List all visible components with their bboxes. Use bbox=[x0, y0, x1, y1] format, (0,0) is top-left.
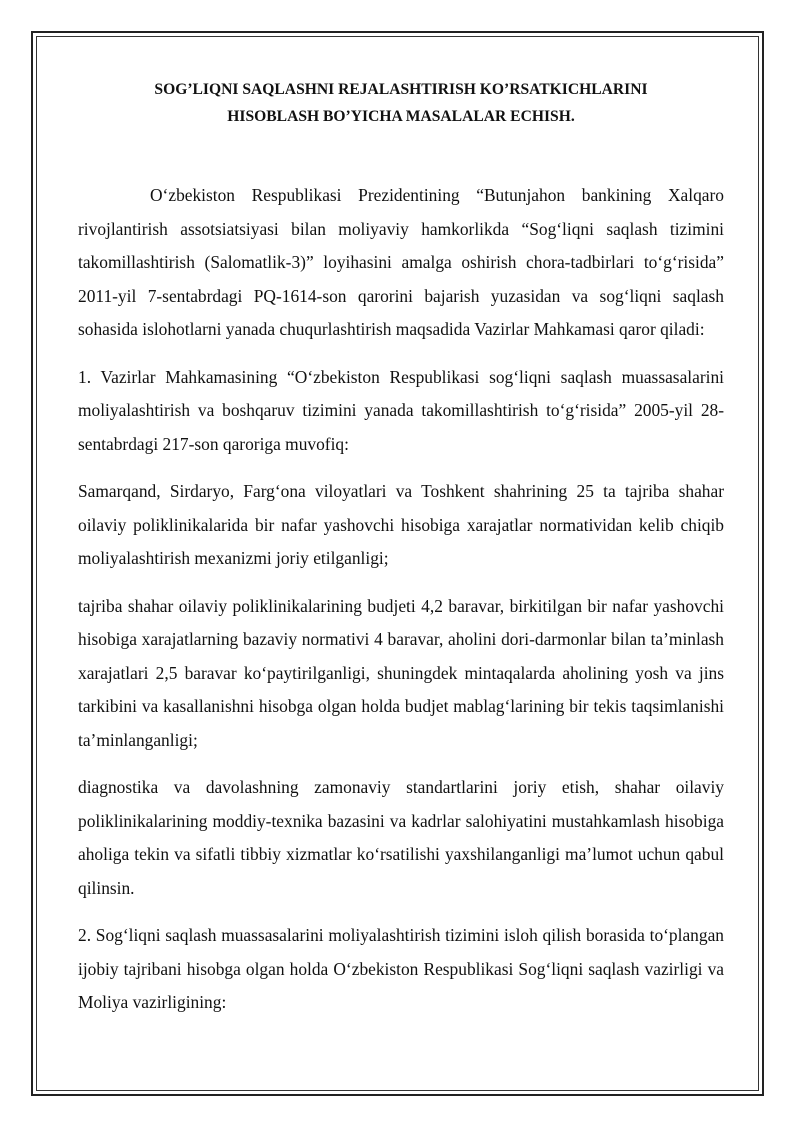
title-line-2: HISOBLASH BO’YICHA MASALALAR ECHISH. bbox=[227, 108, 575, 125]
document-title bbox=[78, 76, 724, 130]
paragraph-pilot-regions: Samarqand, Sirdaryo, Farg‘ona viloyatlari va Toshkent shahrining 25 ta tajriba shahar oilaviy poliklinikalarida bir nafar yashovchi hisobiga xarajatlar normatividan kelib chiqib moliyalashtirish mexanizmi joriy etilganligi; bbox=[78, 481, 724, 568]
paragraph-preamble: O‘zbekiston Respublikasi Prezidentining “Butunjahon bankining Xalqaro rivojlantirish assotsiatsiyasi bilan moliyaviy hamkorlikda “Sog‘liqni saqlash tizimini takomillashtirish (Salomatlik-3)” loyihasini amalga oshirish chora-tadbirlari to‘g‘risida” 2011-yil 7-sentabrdagi PQ-1614-son qarorini bajarish yuzasidan va sog‘liqni saqlash sohasida islohotlarni yanada chuqurlashtirish maqsadida Vazirlar Mahkamasi qaror qiladi: bbox=[78, 185, 724, 339]
paragraph-diagnostics: diagnostika va davolashning zamonaviy standartlarini joriy etish, shahar oilaviy poliklinikalarining moddiy-texnika bazasini va kadrlar salohiyatini mustahkamlash hisobiga aholiga tekin va sifatli tibbiy xizmatlar ko‘rsatilishi yaxshilanganligi ma’lumot uchun qabul qilinsin. bbox=[78, 777, 724, 898]
paragraph-item-1: 1. Vazirlar Mahkamasining “O‘zbekiston Respublikasi sog‘liqni saqlash muassasalarini moliyalashtirish va boshqaruv tizimini yanada takomillashtirish to‘g‘risida” 2005-yil 28-sentabrdagi 217-son qaroriga muvofiq: bbox=[78, 366, 724, 454]
paragraph-item-2: 2. Sog‘liqni saqlash muassasalarini moliyalashtirish tizimini isloh qilish borasida to‘plangan ijobiy tajribani hisobga olgan holda O‘zbekiston Respublikasi Sog‘liqni saqlash vazirligi va Moliya vazirligining: bbox=[78, 925, 724, 1012]
paragraph-budget-increase: tajriba shahar oilaviy poliklinikalarining budjeti 4,2 baravar, birkitilgan bir nafar yashovchi hisobiga xarajatlarning bazaviy normativi 4 baravar, aholini dori-darmonlar bilan ta’minlash xarajatlari 2,5 baravar ko‘paytirilganligi, shuningdek mintaqalarda aholining yosh va jins tarkibini va kasallanishni hisobga olgan holda budjet mablag‘larining bir tekis taqsimlanishi ta’minlanganligi; bbox=[78, 595, 724, 750]
document-body bbox=[78, 76, 724, 1020]
title-line-1: SOG’LIQNI SAQLASHNI REJALASHTIRISH KO’RSATKICHLARINI bbox=[154, 81, 648, 98]
